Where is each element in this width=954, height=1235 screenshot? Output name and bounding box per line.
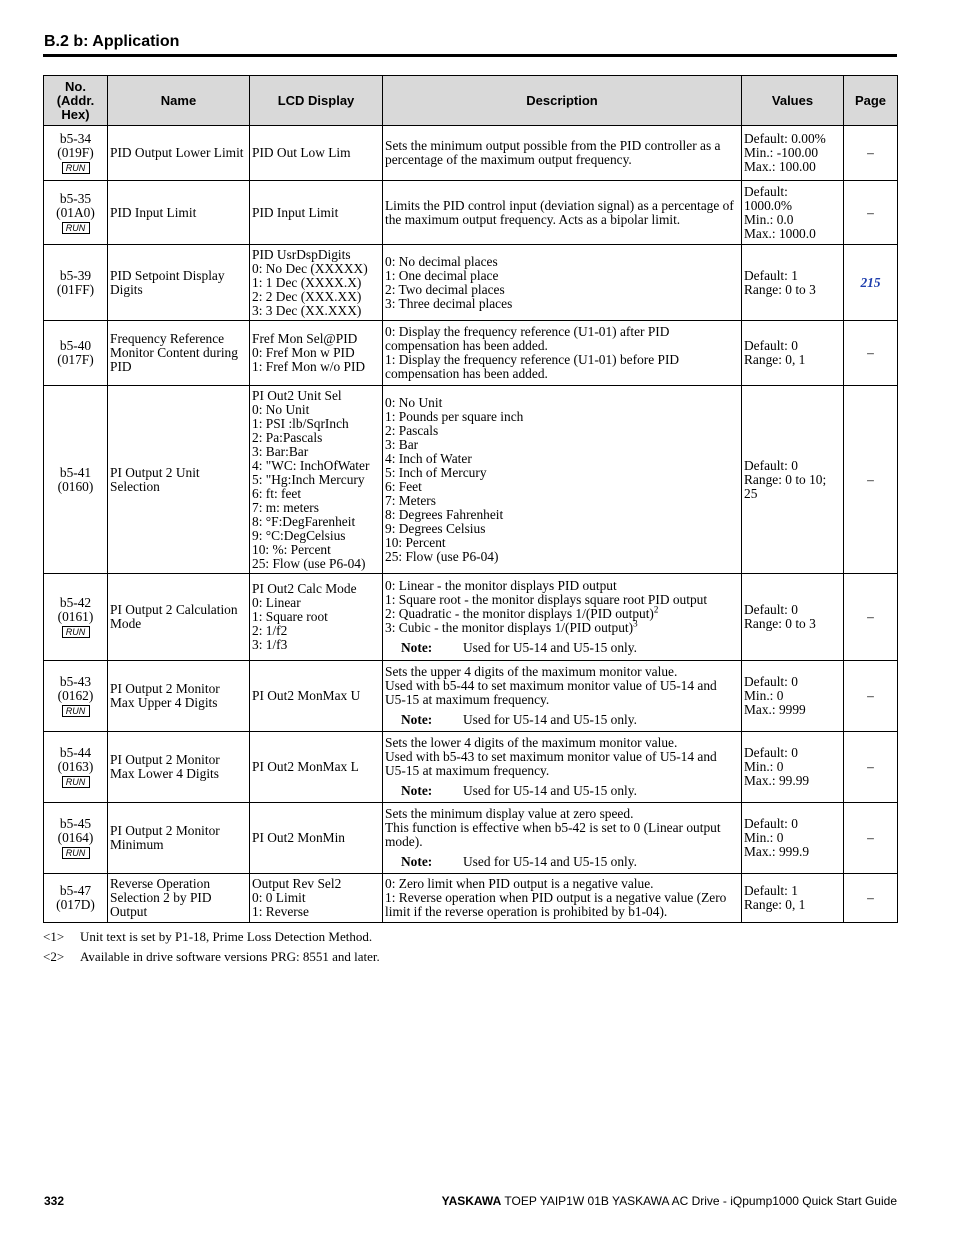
values-cell: Default: 0 Range: 0 to 10; 25 bbox=[742, 386, 844, 574]
note-label: Note: bbox=[401, 854, 433, 869]
footer-doc-text: TOEP YAIP1W 01B YASKAWA AC Drive - iQpump1000 Quick Start Guide bbox=[504, 1194, 897, 1208]
table-row bbox=[44, 574, 898, 661]
values-cell: Default: 1000.0% Min.: 0.0 Max.: 1000.0 bbox=[742, 181, 844, 245]
run-badge: RUN bbox=[62, 705, 90, 717]
param-name: PI Output 2 Monitor Minimum bbox=[108, 803, 250, 874]
page-reference: – bbox=[844, 181, 898, 245]
lcd-display: PI Out2 MonMax U bbox=[250, 661, 383, 732]
param-name: PI Output 2 Monitor Max Upper 4 Digits bbox=[108, 661, 250, 732]
param-address: (017F) bbox=[57, 352, 94, 367]
param-number: b5-42 bbox=[59, 595, 92, 610]
page-reference: – bbox=[844, 321, 898, 386]
table-header-row bbox=[44, 76, 898, 126]
description-cell bbox=[383, 574, 742, 661]
param-number-cell bbox=[44, 386, 108, 574]
footnote-mark: <1> bbox=[43, 929, 65, 944]
run-badge: RUN bbox=[62, 626, 90, 638]
table-row bbox=[44, 245, 898, 321]
param-name: PI Output 2 Calculation Mode bbox=[108, 574, 250, 661]
table-row bbox=[44, 732, 898, 803]
table-row bbox=[44, 321, 898, 386]
lcd-display: PI Out2 Calc Mode 0: Linear 1: Square root 2: 1/f2 3: 1/f3 bbox=[250, 574, 383, 661]
description-cell bbox=[383, 126, 742, 181]
lcd-display: PID Input Limit bbox=[250, 181, 383, 245]
description-cell bbox=[383, 386, 742, 574]
param-address: (01A0) bbox=[56, 204, 95, 220]
param-address: (0163) bbox=[57, 759, 94, 774]
note bbox=[385, 855, 739, 869]
page-link[interactable]: 215 bbox=[860, 274, 881, 290]
description-text: Sets the minimum output possible from the PID controller as a percentage of the maximum output frequency. bbox=[385, 138, 721, 167]
superscript: 3 bbox=[633, 618, 638, 629]
param-number: b5-43 bbox=[59, 674, 92, 689]
description-line bbox=[385, 618, 739, 635]
note-label: Note: bbox=[401, 640, 433, 655]
values-cell: Default: 0 Range: 0 to 3 bbox=[742, 574, 844, 661]
description-cell bbox=[383, 732, 742, 803]
table-row bbox=[44, 126, 898, 181]
description-text: 3: Cubic - the monitor displays 1/(PID output) bbox=[385, 620, 634, 635]
param-address: (0164) bbox=[57, 830, 94, 845]
table-row bbox=[44, 386, 898, 574]
page-reference: – bbox=[844, 386, 898, 574]
description-text: Limits the PID control input (deviation signal) as a percentage of the maximum output frequency. Acts as a bipolar limit. bbox=[385, 197, 734, 227]
description-text: 1: Square root - the monitor displays square root PID output bbox=[385, 592, 708, 607]
description-cell bbox=[383, 245, 742, 321]
param-address: (01FF) bbox=[56, 281, 95, 297]
description-text: Sets the minimum display value at zero speed. This function is effective when b5-42 is set to 0 (Linear output mode). bbox=[385, 806, 721, 849]
header-lcd: LCD Display bbox=[250, 76, 383, 126]
footnote bbox=[43, 949, 380, 969]
description-text: 0: No decimal places 1: One decimal place 2: Two decimal places 3: Three decimal places bbox=[385, 253, 513, 311]
values-cell: Default: 0 Min.: 0 Max.: 9999 bbox=[742, 661, 844, 732]
param-number-cell bbox=[44, 181, 108, 245]
page-reference: – bbox=[844, 874, 898, 923]
param-number: b5-34 bbox=[59, 131, 92, 146]
param-address: (017D) bbox=[56, 897, 95, 912]
header-name: Name bbox=[108, 76, 250, 126]
param-number: b5-39 bbox=[59, 267, 92, 283]
values-cell: Default: 0.00% Min.: -100.00 Max.: 100.00 bbox=[742, 126, 844, 181]
footer-document-title bbox=[442, 1194, 897, 1208]
note bbox=[385, 784, 739, 798]
description-line bbox=[385, 604, 739, 621]
lcd-display: PI Out2 Unit Sel 0: No Unit 1: PSI :lb/SqrInch 2: Pa:Pascals 3: Bar:Bar 4: "WC: InchOfWater 5: "Hg:Inch Mercury 6: ft: feet 7: m: meters 8: °F:DegFarenheit 9: °C:DegCelsius 10: %: Percent 25: Flow (use P6-04) bbox=[250, 386, 383, 574]
param-number: b5-41 bbox=[59, 464, 92, 480]
param-name: PI Output 2 Unit Selection bbox=[108, 386, 250, 574]
page-reference: – bbox=[844, 574, 898, 661]
param-number: b5-44 bbox=[59, 745, 92, 760]
param-number-cell bbox=[44, 803, 108, 874]
values-cell: Default: 1 Range: 0 to 3 bbox=[742, 245, 844, 321]
param-address: (0160) bbox=[57, 478, 94, 494]
header-description: Description bbox=[383, 76, 742, 126]
param-name: PID Output Lower Limit bbox=[108, 126, 250, 181]
param-number: b5-47 bbox=[59, 883, 92, 898]
param-number: b5-45 bbox=[59, 816, 92, 831]
header-values: Values bbox=[742, 76, 844, 126]
note-text: Used for U5-14 and U5-15 only. bbox=[463, 854, 637, 869]
page-reference: – bbox=[844, 126, 898, 181]
lcd-display: PID UsrDspDigits 0: No Dec (XXXXX) 1: 1 Dec (XXXX.X) 2: 2 Dec (XXX.XX) 3: 3 Dec (XX.XXX) bbox=[250, 245, 383, 321]
note-label: Note: bbox=[401, 783, 433, 798]
header-no: No. (Addr. Hex) bbox=[44, 76, 108, 126]
parameter-table bbox=[43, 75, 898, 923]
param-name: PID Setpoint Display Digits bbox=[108, 245, 250, 321]
description-line bbox=[385, 579, 739, 593]
run-badge: RUN bbox=[62, 162, 90, 174]
note-text: Used for U5-14 and U5-15 only. bbox=[463, 640, 637, 655]
param-name: Frequency Reference Monitor Content during PID bbox=[108, 321, 250, 386]
description-text: 0: Display the frequency reference (U1-01) after PID compensation has been added. 1: Display the frequency reference (U1-01) before PID compensation has been added. bbox=[385, 324, 680, 381]
run-badge: RUN bbox=[62, 776, 90, 788]
param-name: Reverse Operation Selection 2 by PID Output bbox=[108, 874, 250, 923]
param-number-cell bbox=[44, 574, 108, 661]
note-label: Note: bbox=[401, 712, 433, 727]
param-address: (0162) bbox=[57, 688, 94, 703]
section-title: B.2 b: Application bbox=[44, 33, 180, 50]
description-cell bbox=[383, 661, 742, 732]
values-cell: Default: 0 Min.: 0 Max.: 999.9 bbox=[742, 803, 844, 874]
param-number: b5-35 bbox=[59, 190, 92, 206]
footer-brand: YASKAWA bbox=[441, 1194, 502, 1208]
lcd-display: PI Out2 MonMin bbox=[250, 803, 383, 874]
footnotes bbox=[43, 929, 380, 969]
note-text: Used for U5-14 and U5-15 only. bbox=[463, 783, 637, 798]
lcd-display: Fref Mon Sel@PID 0: Fref Mon w PID 1: Fref Mon w/o PID bbox=[250, 321, 383, 386]
param-number-cell bbox=[44, 661, 108, 732]
param-number-cell bbox=[44, 245, 108, 321]
values-cell: Default: 1 Range: 0, 1 bbox=[742, 874, 844, 923]
description-text: 0: Zero limit when PID output is a negative value. 1: Reverse operation when PID output is a negative value (Zero limit if the reverse operation is prohibited by b1-04). bbox=[385, 876, 727, 919]
footnote-mark: <2> bbox=[43, 949, 65, 964]
page-cell bbox=[844, 245, 898, 321]
param-name: PID Input Limit bbox=[108, 181, 250, 245]
param-number-cell bbox=[44, 874, 108, 923]
description-cell bbox=[383, 874, 742, 923]
description-text: 2: Quadratic - the monitor displays 1/(PID output) bbox=[385, 606, 654, 621]
description-cell bbox=[383, 181, 742, 245]
lcd-display: PI Out2 MonMax L bbox=[250, 732, 383, 803]
param-address: (0161) bbox=[57, 609, 94, 624]
param-number-cell bbox=[44, 321, 108, 386]
description-text: Sets the upper 4 digits of the maximum monitor value. Used with b5-44 to set maximum monitor value of U5-14 and U5-15 at maximum frequency. bbox=[385, 664, 717, 707]
footnote bbox=[43, 929, 380, 949]
run-badge: RUN bbox=[62, 222, 90, 234]
description-text: 0: No Unit 1: Pounds per square inch 2: Pascals 3: Bar 4: Inch of Water 5: Inch of Mercury 6: Feet 7: Meters 8: Degrees Fahrenheit 9: Degrees Celsius 10: Percent 25: Flow (use P6-04) bbox=[385, 394, 524, 564]
footnote-text: Unit text is set by P1-18, Prime Loss Detection Method. bbox=[80, 929, 373, 944]
table-row bbox=[44, 661, 898, 732]
page-number: 332 bbox=[44, 1194, 65, 1208]
lcd-display: Output Rev Sel2 0: 0 Limit 1: Reverse bbox=[250, 874, 383, 923]
param-number: b5-40 bbox=[59, 338, 92, 353]
param-number-cell bbox=[44, 126, 108, 181]
table-row bbox=[44, 803, 898, 874]
description-text: Sets the lower 4 digits of the maximum monitor value. Used with b5-43 to set maximum monitor value of U5-14 and U5-15 at maximum frequency. bbox=[385, 735, 717, 778]
values-cell: Default: 0 Range: 0, 1 bbox=[742, 321, 844, 386]
description-line bbox=[385, 593, 739, 607]
note bbox=[385, 713, 739, 727]
note bbox=[385, 641, 739, 655]
lcd-display: PID Out Low Lim bbox=[250, 126, 383, 181]
superscript: 2 bbox=[653, 604, 659, 615]
page-reference: – bbox=[844, 803, 898, 874]
values-cell: Default: 0 Min.: 0 Max.: 99.99 bbox=[742, 732, 844, 803]
title-rule bbox=[43, 54, 897, 57]
page-reference: – bbox=[844, 732, 898, 803]
description-text: 0: Linear - the monitor displays PID output bbox=[385, 578, 617, 593]
param-address: (019F) bbox=[57, 145, 94, 160]
table-row bbox=[44, 181, 898, 245]
description-cell bbox=[383, 803, 742, 874]
param-name: PI Output 2 Monitor Max Lower 4 Digits bbox=[108, 732, 250, 803]
header-page: Page bbox=[844, 76, 898, 126]
page-reference: – bbox=[844, 661, 898, 732]
footnote-text: Available in drive software versions PRG: 8551 and later. bbox=[80, 949, 380, 964]
note-text: Used for U5-14 and U5-15 only. bbox=[463, 712, 637, 727]
description-cell bbox=[383, 321, 742, 386]
run-badge: RUN bbox=[62, 847, 90, 859]
param-number-cell bbox=[44, 732, 108, 803]
table-row bbox=[44, 874, 898, 923]
